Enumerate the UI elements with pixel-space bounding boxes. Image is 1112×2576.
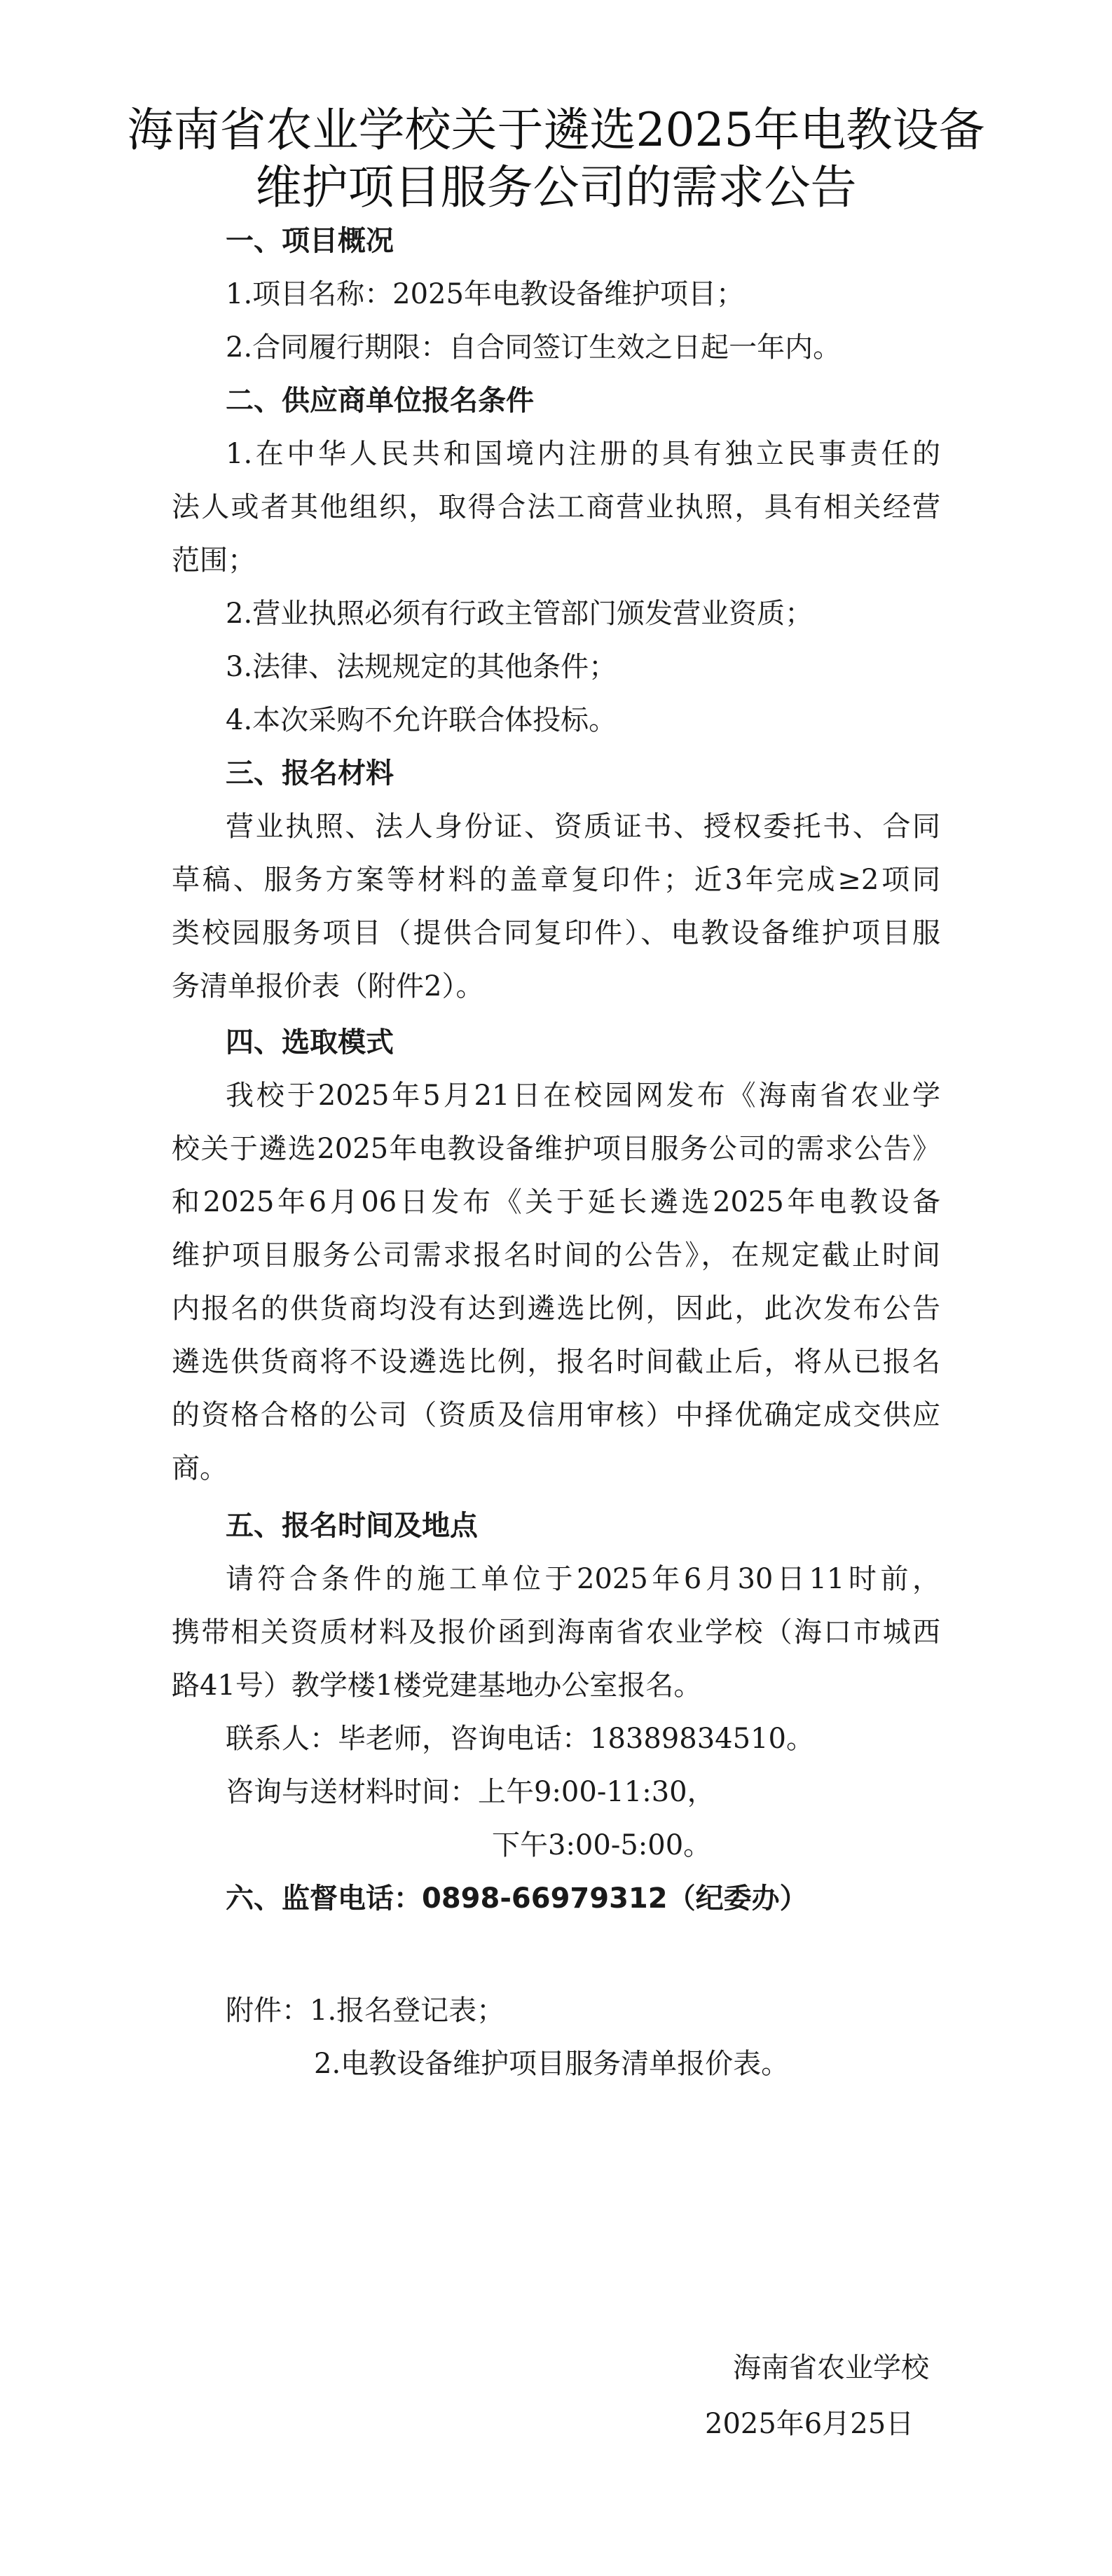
- section-5-contact: 联系人：毕老师，咨询电话：18389834510。: [226, 1723, 814, 1755]
- document-title-line-2: 维护项目服务公司的需求公告: [255, 160, 857, 214]
- section-4-line-8: 商。: [172, 1452, 228, 1485]
- attachments-line-1: 附件：1.报名登记表；: [226, 1995, 505, 2027]
- section-4-heading: 四、选取模式: [226, 1026, 394, 1059]
- section-1-item-2: 2.合同履行期限：自合同签订生效之日起一年内。: [226, 331, 842, 364]
- section-2-item-1-line-2: 法人或者其他组织，取得合法工商营业执照，具有相关经营: [172, 491, 940, 523]
- section-4-line-2: 校关于遴选2025年电教设备维护项目服务公司的需求公告》: [172, 1133, 940, 1165]
- section-4-line-1: 我校于2025年5月21日在校园网发布《海南省农业学: [226, 1080, 940, 1112]
- section-5-heading: 五、报名时间及地点: [226, 1510, 478, 1542]
- section-2-item-4: 4.本次采购不允许联合体投标。: [226, 704, 617, 736]
- signature-org: 海南省农业学校: [733, 2352, 929, 2384]
- section-4-line-5: 内报名的供货商均没有达到遴选比例，因此，此次发布公告: [172, 1293, 940, 1325]
- section-4-line-4: 维护项目服务公司需求报名时间的公告》，在规定截止时间: [172, 1239, 940, 1272]
- section-3-line-1: 营业执照、法人身份证、资质证书、授权委托书、合同: [226, 811, 940, 843]
- attachments-line-2: 2.电教设备维护项目服务清单报价表。: [314, 2048, 790, 2080]
- signature-date: 2025年6月25日: [705, 2408, 914, 2440]
- section-2-item-2: 2.营业执照必须有行政主管部门颁发营业资质；: [226, 598, 814, 630]
- section-1-item-1: 1.项目名称：2025年电教设备维护项目；: [226, 278, 744, 310]
- section-4-line-7: 的资格合格的公司（资质及信用审核）中择优确定成交供应: [172, 1399, 940, 1431]
- section-4-line-3: 和2025年6月06日发布《关于延长遴选2025年电教设备: [172, 1186, 940, 1218]
- section-5-line-3: 路41号）教学楼1楼党建基地办公室报名。: [172, 1669, 702, 1702]
- section-3-heading: 三、报名材料: [226, 757, 394, 790]
- section-2-heading: 二、供应商单位报名条件: [226, 385, 534, 417]
- section-2-item-1-line-1: 1.在中华人民共和国境内注册的具有独立民事责任的: [226, 438, 940, 470]
- section-5-line-1: 请符合条件的施工单位于2025年6月30日11时前，: [226, 1563, 940, 1595]
- section-5-time-am: 咨询与送材料时间：上午9:00-11:30，: [226, 1776, 715, 1808]
- section-6-heading: 六、监督电话：0898-66979312（纪委办）: [226, 1882, 808, 1915]
- section-1-heading: 一、项目概况: [226, 225, 394, 257]
- document-title-line-1: 海南省农业学校关于遴选2025年电教设备: [127, 103, 985, 157]
- section-4-line-6: 遴选供货商将不设遴选比例，报名时间截止后，将从已报名: [172, 1346, 940, 1378]
- section-5-time-pm: 下午3:00-5:00。: [492, 1829, 712, 1861]
- section-3-line-2: 草稿、服务方案等材料的盖章复印件；近3年完成≥2项同: [172, 864, 940, 896]
- section-3-line-4: 务清单报价表（附件2）。: [172, 970, 484, 1003]
- section-3-line-3: 类校园服务项目（提供合同复印件）、电教设备维护项目服: [172, 917, 940, 949]
- section-2-item-1-line-3: 范围；: [172, 544, 256, 577]
- section-5-line-2: 携带相关资质材料及报价函到海南省农业学校（海口市城西: [172, 1616, 940, 1648]
- section-2-item-3: 3.法律、法规规定的其他条件；: [226, 651, 617, 683]
